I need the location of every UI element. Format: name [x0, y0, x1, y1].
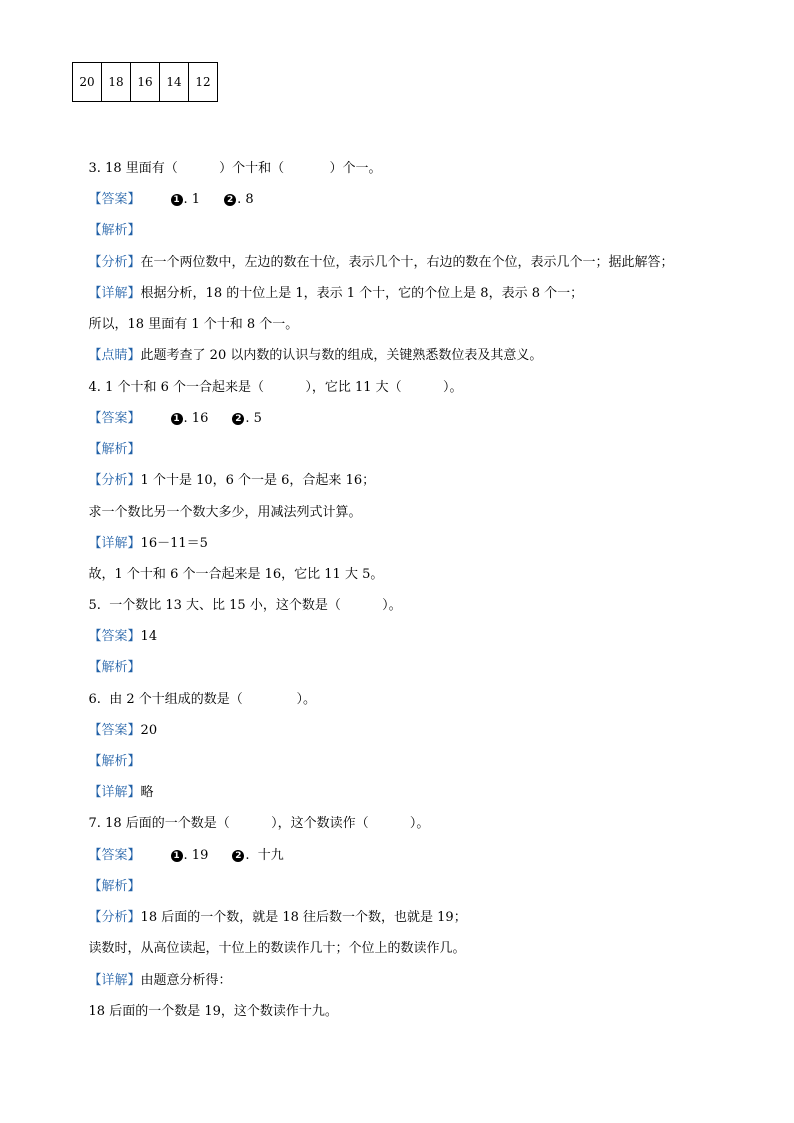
xiangjie-line	[72, 267, 584, 301]
analysis-line	[72, 860, 141, 894]
dianjing-line	[72, 329, 543, 363]
fenxi-tag: 【分析】	[88, 255, 141, 270]
number-sequence-table	[72, 62, 218, 102]
xiangjie-text: 16－11＝5	[140, 536, 208, 551]
analysis-line	[72, 735, 141, 769]
analysis-tag: 【解析】	[88, 879, 141, 894]
answer-tag: 【答案】	[88, 848, 141, 863]
answer-tag: 【答案】	[88, 411, 141, 426]
answer-choice: . 1	[183, 192, 201, 207]
table-cell: 18	[102, 63, 131, 102]
fenxi-line	[72, 891, 467, 925]
answer-value: 14	[140, 629, 158, 644]
answer-choice: . 十九	[245, 848, 284, 863]
analysis-tag: 【解析】	[88, 223, 141, 238]
answer-tag: 【答案】	[88, 629, 141, 644]
xiangjie-tag: 【详解】	[88, 286, 141, 301]
fenxi-text: 1 个十是 10，6 个一是 6，合起来 16；	[140, 473, 376, 488]
answer-choice: . 19	[183, 848, 209, 863]
dianjing-text: 此题考查了 20 以内数的认识与数的组成，关键熟悉数位表及其意义。	[140, 348, 543, 363]
fenxi-text: 求一个数比另一个数大多少，用减法列式计算。	[88, 505, 362, 520]
conclusion-text: 所以，18 里面有 1 个十和 8 个一。	[88, 317, 299, 332]
xiangjie-text: 由题意分析得：	[140, 973, 232, 988]
circled-1-icon: 1	[171, 194, 183, 206]
fenxi-text: 读数时，从高位读起，十位上的数读作几十；个位上的数读作几。	[88, 941, 466, 956]
answer-line	[72, 610, 158, 644]
answer-tag: 【答案】	[88, 192, 141, 207]
answer-line	[72, 704, 158, 738]
xiangjie-text: 根据分析，18 的十位上是 1，表示 1 个十，它的个位上是 8，表示 8 个一；	[140, 286, 584, 301]
question-text: 6. 由 2 个十组成的数是（ ）。	[88, 692, 316, 707]
circled-2-icon: 2	[224, 194, 236, 206]
fenxi-text: 18 后面的一个数，就是 18 往后数一个数，也就是 19；	[140, 910, 467, 925]
analysis-line	[72, 423, 141, 457]
circled-2-icon: 2	[232, 850, 244, 862]
xiangjie-tag: 【详解】	[88, 973, 141, 988]
analysis-line	[72, 204, 141, 238]
question-5	[72, 579, 402, 613]
fenxi-tag: 【分析】	[88, 473, 141, 488]
fenxi-continued-line	[72, 922, 466, 956]
answer-choice: . 8	[237, 192, 254, 207]
question-text: 3. 18 里面有（ ）个十和（ ）个一。	[88, 161, 382, 176]
fenxi-line	[72, 454, 376, 488]
analysis-tag: 【解析】	[88, 660, 141, 675]
xiangjie-line	[72, 954, 232, 988]
xiangjie-tag: 【详解】	[88, 536, 141, 551]
circled-1-icon: 1	[171, 850, 183, 862]
analysis-tag: 【解析】	[88, 754, 141, 769]
dianjing-tag: 【点睛】	[88, 348, 141, 363]
table-cell: 14	[160, 63, 189, 102]
answer-choice: . 5	[245, 411, 262, 426]
question-3	[72, 142, 382, 176]
table-row	[73, 63, 218, 102]
answer-line	[72, 392, 262, 426]
table-cell: 20	[73, 63, 102, 102]
answer-value: 20	[140, 723, 158, 738]
table-cell: 12	[189, 63, 218, 102]
xiangjie-text: 略	[140, 785, 154, 800]
analysis-tag: 【解析】	[88, 442, 141, 457]
answer-line	[72, 173, 254, 207]
analysis-line	[72, 641, 141, 675]
xiangjie-tag: 【详解】	[88, 785, 141, 800]
question-text: 5. 一个数比 13 大、比 15 小，这个数是（ ）。	[88, 598, 402, 613]
question-7	[72, 797, 430, 831]
xiangjie-line	[72, 766, 154, 800]
fenxi-line	[72, 236, 674, 270]
answer-tag: 【答案】	[88, 723, 141, 738]
conclusion-line	[72, 548, 384, 582]
question-4	[72, 361, 463, 395]
fenxi-text: 在一个两位数中，左边的数在十位，表示几个十，右边的数在个位，表示几个一；据此解答；	[140, 255, 674, 270]
question-6	[72, 673, 316, 707]
fenxi-continued-line	[72, 486, 362, 520]
question-text: 4. 1 个十和 6 个一合起来是（ ），它比 11 大（ ）。	[88, 380, 463, 395]
conclusion-line	[72, 298, 299, 332]
conclusion-line	[72, 985, 338, 1019]
answer-line	[72, 829, 284, 863]
fenxi-tag: 【分析】	[88, 910, 141, 925]
circled-2-icon: 2	[232, 413, 244, 425]
circled-1-icon: 1	[171, 413, 183, 425]
answer-choice: . 16	[183, 411, 209, 426]
xiangjie-line	[72, 517, 208, 551]
table-cell: 16	[131, 63, 160, 102]
conclusion-text: 故，1 个十和 6 个一合起来是 16，它比 11 大 5。	[88, 567, 384, 582]
question-text: 7. 18 后面的一个数是（ ），这个数读作（ ）。	[88, 816, 430, 831]
conclusion-text: 18 后面的一个数是 19，这个数读作十九。	[88, 1004, 338, 1019]
